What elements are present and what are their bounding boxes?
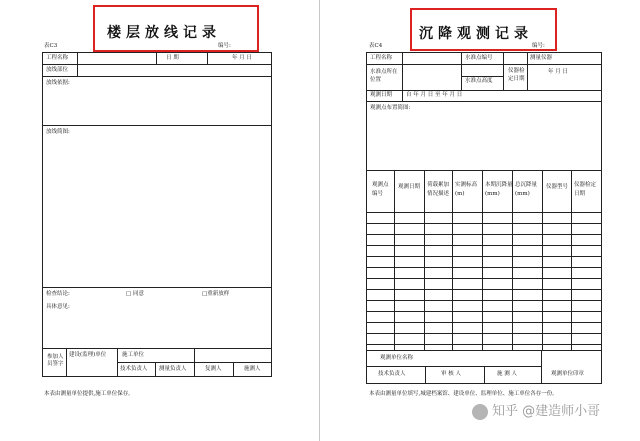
grid-column-line [571, 170, 572, 350]
rule [207, 52, 208, 64]
conclusion-label: 检查结论: [46, 291, 70, 297]
rule [527, 52, 528, 90]
reinspect-checkbox: □重新放样 [202, 291, 230, 297]
obs-date-label: 观测日期 [370, 92, 393, 98]
number-label: 编号: [532, 43, 545, 49]
grid-row-line [366, 289, 602, 290]
rule [366, 366, 541, 367]
left-form-title: 楼层放线记录 [107, 25, 221, 41]
col-point: 观测点编号 [372, 182, 389, 197]
seal-label: 观测单位印章 [551, 371, 585, 377]
form-id: 表C3 [44, 43, 58, 49]
layout-label: 观测点布置简图: [370, 105, 411, 111]
bm-location-label: 水准点所在位置 [370, 69, 398, 84]
right-footer-note: 本表由测量单位填写,城建档案馆、建设单位、监理单位、施工单位各存一份。 [369, 391, 558, 397]
rule [461, 76, 503, 77]
party-a-label: 建设(监理)单位 [69, 352, 107, 358]
grid-row-line [366, 223, 602, 224]
participants-label: 参加人员签字 [47, 354, 64, 368]
grid-column-line [394, 170, 395, 350]
instrument-label: 测量仪器 [530, 55, 553, 61]
tester-label: 施测人 [244, 366, 261, 372]
rule [66, 348, 67, 377]
page-separator [319, 0, 320, 441]
grid-row-line [366, 333, 602, 334]
grid-row-line [366, 245, 602, 246]
diagram-label: 放线简图: [46, 129, 70, 135]
grid-column-line [542, 170, 543, 350]
rule [484, 366, 485, 384]
col-total: 总沉降量(mm) [515, 182, 538, 197]
bm-number-label: 水准点编号 [465, 55, 493, 61]
col-settle: 本期沉降量(mm) [485, 182, 513, 197]
rule [541, 350, 542, 384]
col-times: 观测日期 [398, 184, 421, 190]
tester-label: 施 测 人 [497, 371, 517, 377]
rule [233, 362, 234, 377]
unit-name-label: 观测单位名称 [380, 355, 414, 361]
checker-label: 复测人 [205, 366, 222, 372]
party-b-label: 施工单位 [122, 352, 145, 358]
grid-column-line [452, 170, 453, 350]
grid-row-line [366, 278, 602, 279]
grid-row-line [366, 300, 602, 301]
rule [77, 52, 78, 76]
grid-row-line [366, 322, 602, 323]
rule [366, 170, 602, 171]
date-label: 日 期 [166, 55, 179, 61]
date-value: 年 月 日 [232, 55, 252, 61]
rule [42, 76, 272, 77]
col-height: 实测标高(m) [455, 182, 478, 197]
project-name-label: 工程名称 [46, 55, 69, 61]
grid-row-line [366, 212, 602, 213]
grid-row-line [366, 344, 602, 345]
rule [503, 52, 504, 90]
rule [117, 348, 118, 377]
rule [366, 350, 602, 351]
rule [156, 52, 157, 64]
zhihu-logo-icon [472, 404, 488, 420]
opinion-label: 具体意见: [46, 304, 70, 310]
grid-row-line [366, 311, 602, 312]
rule [42, 348, 272, 349]
grid-row-line [366, 267, 602, 268]
form-id: 表C4 [369, 43, 383, 49]
grid-row-line [366, 256, 602, 257]
rule [42, 125, 272, 126]
right-form-title: 沉降观测记录 [419, 26, 533, 42]
rule [402, 52, 403, 90]
basis-label: 放线依据: [46, 80, 70, 86]
calib-date-label: 仪器检定日期 [508, 68, 525, 83]
left-form-table [42, 52, 272, 377]
grid-column-line [424, 170, 425, 350]
survey-lead-label: 测量负责人 [159, 366, 187, 372]
rule [194, 348, 195, 377]
rule [425, 366, 426, 384]
col-model: 仪器型号 [546, 184, 569, 190]
agree-checkbox: □ 同意 [126, 291, 144, 297]
rule [366, 101, 602, 102]
project-name-label: 工程名称 [370, 55, 393, 61]
watermark-text: 知乎 @建造师小哥 [492, 404, 601, 419]
rule [42, 287, 272, 288]
location-label: 放线部位 [46, 67, 69, 73]
col-load: 荷载累加情况描述 [427, 182, 450, 197]
grid-row-line [366, 234, 602, 235]
left-footer-note: 本表由测量单位提供,施工单位保存。 [44, 391, 134, 397]
number-label: 编号: [218, 43, 231, 49]
rule [155, 362, 156, 377]
tech-lead-label: 技术负责人 [120, 366, 148, 372]
calib-date-value: 年 月 日 [548, 69, 568, 75]
tech-lead-label: 技术负责人 [378, 371, 406, 377]
reviewer-label: 审 核 人 [441, 371, 461, 377]
col-calib: 仪器检定日期 [574, 182, 597, 197]
rule [461, 52, 462, 90]
bm-height-label: 水准点高度 [465, 78, 493, 84]
rule [402, 90, 403, 101]
watermark [472, 400, 600, 420]
obs-period: 自 年 月 日 至 年 月 日 [406, 92, 463, 98]
